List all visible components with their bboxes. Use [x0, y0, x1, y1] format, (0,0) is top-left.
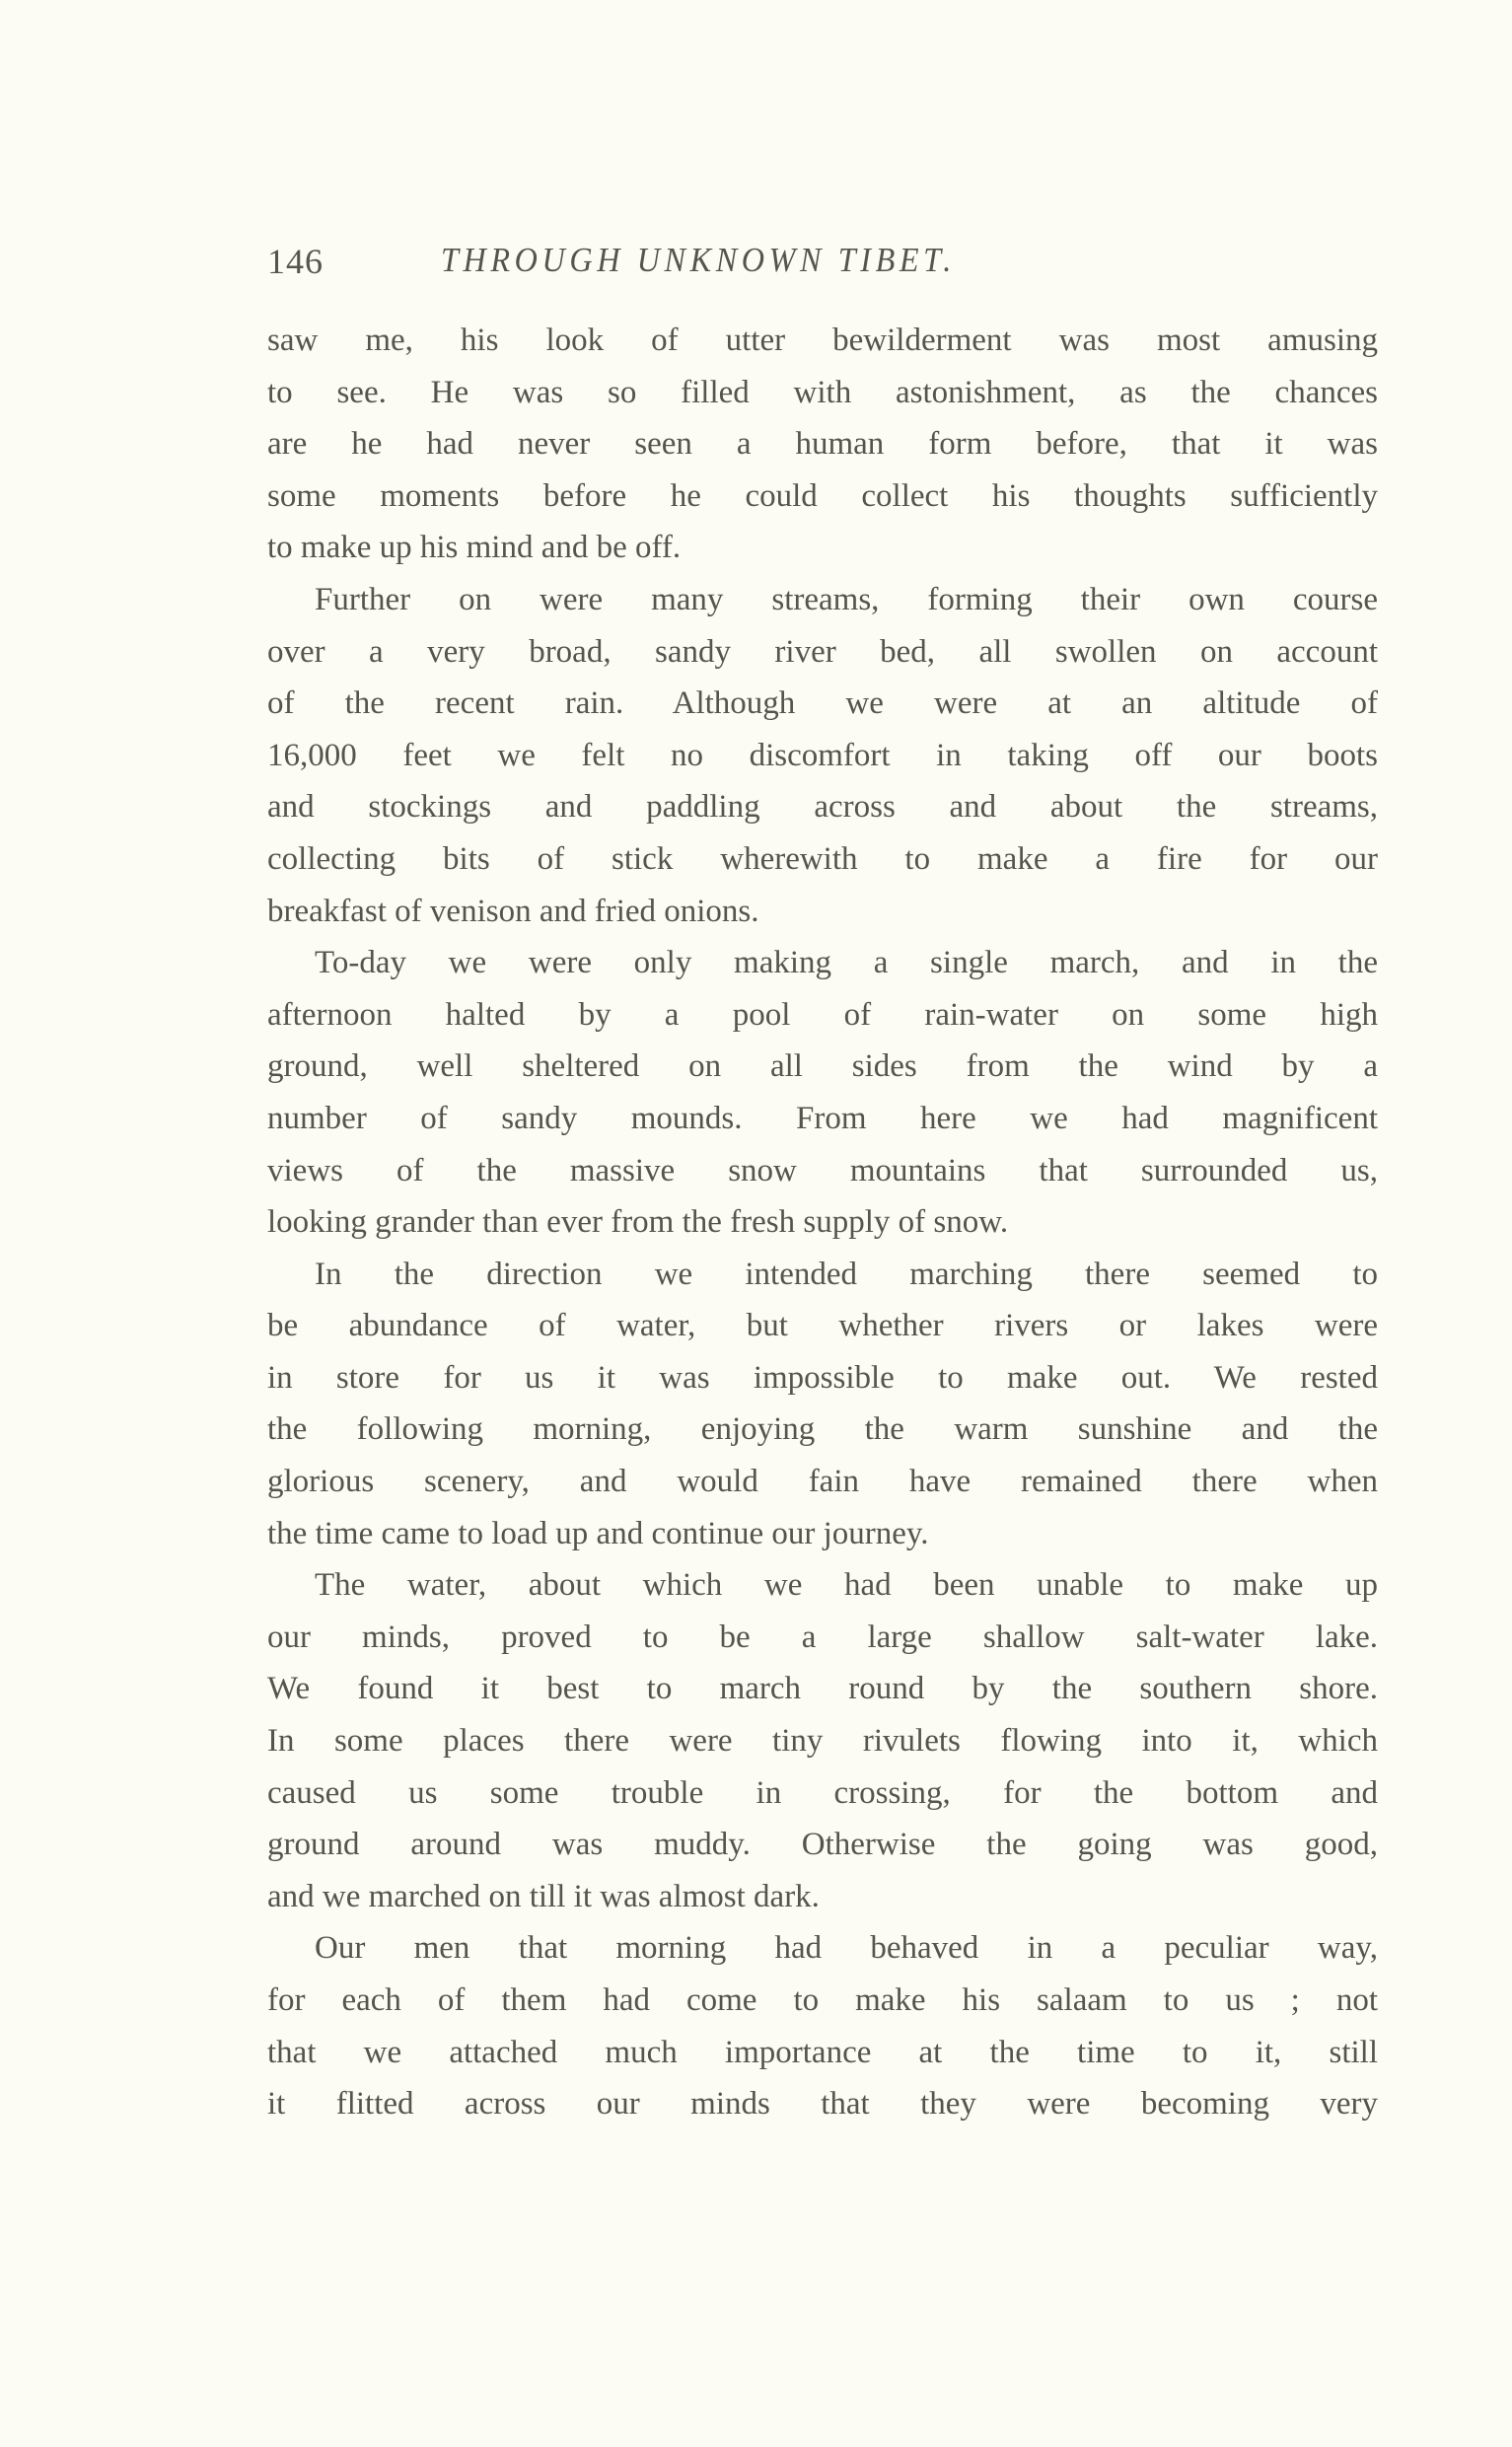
text-line: and we marched on till it was almost dark.: [267, 1878, 820, 1914]
text-line: to see. He was so filled with astonishment, as the chances: [267, 374, 1378, 410]
text-line: looking grander than ever from the fresh supply of snow.: [267, 1204, 1009, 1241]
text-line: are he had never seen a human form before, that it was: [267, 426, 1378, 463]
text-line: our minds, proved to be a large shallow salt-water lake.: [267, 1619, 1378, 1655]
paragraph: [267, 1559, 1378, 1922]
text-line: breakfast of venison and fried onions.: [267, 893, 759, 929]
text-line: glorious scenery, and would fain have remained there when: [267, 1464, 1378, 1500]
text-line: afternoon halted by a pool of rain-water on some high: [267, 996, 1378, 1033]
text-line: In the direction we intended marching there seemed to: [315, 1256, 1378, 1292]
text-line: To-day we were only making a single march, and in the: [315, 945, 1378, 981]
text-line: that we attached much importance at the time to it, still: [267, 2034, 1378, 2070]
text-line: caused us some trouble in crossing, for the bottom and: [267, 1774, 1378, 1811]
text-line: In some places there were tiny rivulets flowing into it, which: [267, 1723, 1378, 1760]
text-line: the following morning, enjoying the warm sunshine and the: [267, 1411, 1378, 1448]
text-line: the time came to load up and continue our journey.: [267, 1515, 929, 1551]
text-line: collecting bits of stick wherewith to make a fire for our: [267, 840, 1378, 877]
text-line: to make up his mind and be off.: [267, 530, 682, 566]
text-line: over a very broad, sandy river bed, all swollen on account: [267, 633, 1378, 670]
text-line: some moments before he could collect his thoughts sufficiently: [267, 477, 1378, 514]
text-line: saw me, his look of utter bewilderment was most amusing: [267, 323, 1378, 358]
paragraph: [267, 1249, 1378, 1560]
paragraph: [267, 574, 1378, 937]
text-line: be abundance of water, but whether rivers or lakes were: [267, 1308, 1378, 1344]
running-header: [267, 241, 1378, 286]
text-line: We found it best to march round by the southern shore.: [267, 1671, 1378, 1707]
running-title: THROUGH UNKNOWN TIBET.: [441, 241, 956, 279]
text-line: and stockings and paddling across and about the streams,: [267, 789, 1378, 826]
paragraph: [267, 315, 1378, 574]
text-line: 16,000 feet we felt no discomfort in taking off our boots: [267, 737, 1378, 773]
text-line: ground, well sheltered on all sides from the wind by a: [267, 1048, 1378, 1085]
text-line: for each of them had come to make his salaam to us ; not: [267, 1982, 1378, 2018]
text-line: Our men that morning had behaved in a peculiar way,: [315, 1930, 1378, 1967]
text-line: views of the massive snow mountains that surrounded us,: [267, 1152, 1378, 1188]
text-line: it flitted across our minds that they were becoming very: [267, 2086, 1378, 2123]
paragraph: [267, 1922, 1378, 2129]
text-line: Further on were many streams, forming their own course: [315, 581, 1378, 617]
text-line: of the recent rain. Although we were at an altitude of: [267, 685, 1378, 722]
paragraph: [267, 937, 1378, 1249]
text-line: in store for us it was impossible to make out. We rested: [267, 1359, 1378, 1396]
text-line: number of sandy mounds. From here we had magnificent: [267, 1100, 1378, 1136]
body-text: [267, 315, 1378, 2130]
text-line: The water, about which we had been unable to make up: [315, 1567, 1378, 1604]
text-line: ground around was muddy. Otherwise the going was good,: [267, 1827, 1378, 1863]
page-number: 146: [267, 242, 324, 281]
